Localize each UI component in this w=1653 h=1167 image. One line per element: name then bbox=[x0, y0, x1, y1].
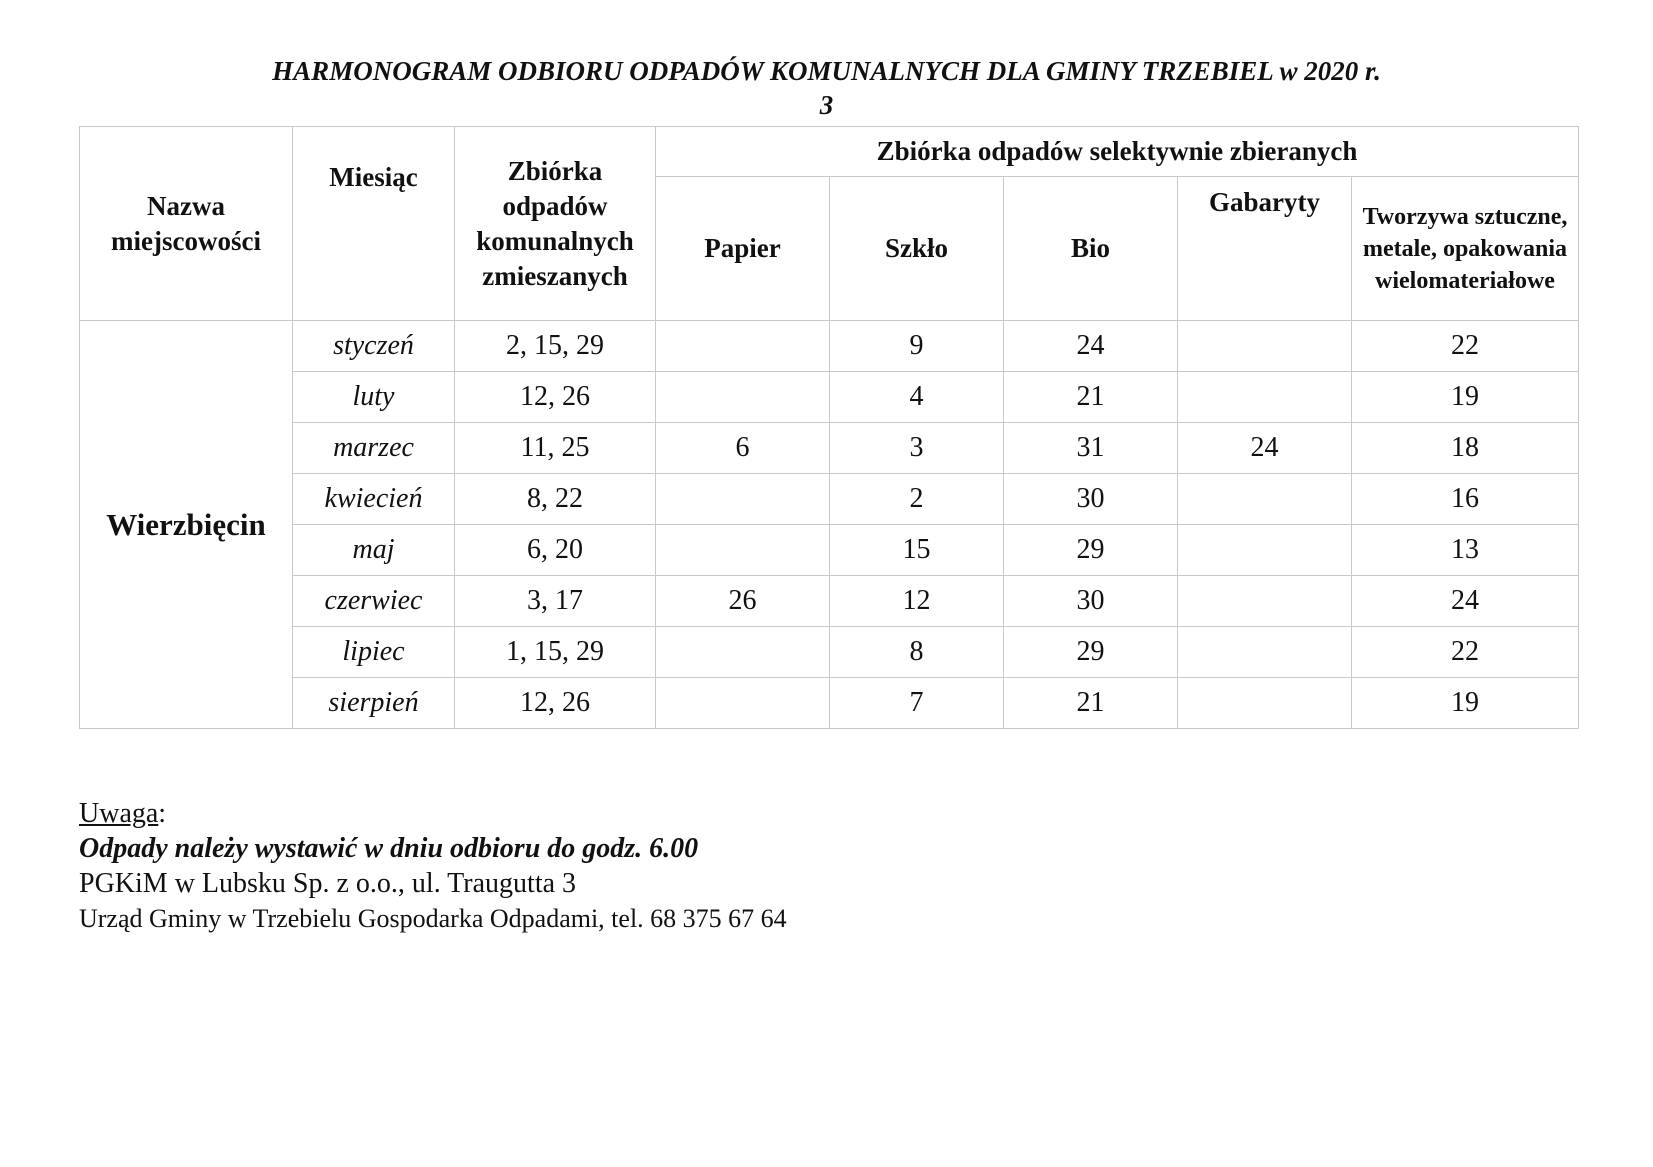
bio-cell: 21 bbox=[1004, 678, 1178, 729]
glass-cell: 4 bbox=[830, 372, 1004, 423]
plastics-cell: 19 bbox=[1352, 678, 1579, 729]
bulky-cell bbox=[1178, 321, 1352, 372]
header-place: Nazwa miejscowości bbox=[80, 127, 293, 321]
glass-cell: 15 bbox=[830, 525, 1004, 576]
month-cell: styczeń bbox=[293, 321, 455, 372]
mixed-cell: 3, 17 bbox=[455, 576, 656, 627]
table-row bbox=[80, 474, 1579, 525]
mixed-cell: 8, 22 bbox=[455, 474, 656, 525]
plastics-cell: 19 bbox=[1352, 372, 1579, 423]
paper-cell bbox=[656, 474, 830, 525]
bio-cell: 29 bbox=[1004, 627, 1178, 678]
header-paper: Papier bbox=[656, 177, 830, 321]
month-cell: czerwiec bbox=[293, 576, 455, 627]
month-cell: luty bbox=[293, 372, 455, 423]
bio-cell: 21 bbox=[1004, 372, 1178, 423]
month-cell: lipiec bbox=[293, 627, 455, 678]
header-plastics: Tworzywa sztuczne, metale, opakowania wielomateriałowe bbox=[1352, 177, 1579, 321]
plastics-cell: 22 bbox=[1352, 627, 1579, 678]
bulky-cell: 24 bbox=[1178, 423, 1352, 474]
bulky-cell bbox=[1178, 627, 1352, 678]
paper-cell bbox=[656, 525, 830, 576]
bio-cell: 29 bbox=[1004, 525, 1178, 576]
schedule-table bbox=[79, 126, 1579, 729]
bio-cell: 24 bbox=[1004, 321, 1178, 372]
month-cell: maj bbox=[293, 525, 455, 576]
header-bio: Bio bbox=[1004, 177, 1178, 321]
table-row bbox=[80, 678, 1579, 729]
title-line-2: 3 bbox=[819, 90, 834, 120]
paper-cell: 26 bbox=[656, 576, 830, 627]
bulky-cell bbox=[1178, 576, 1352, 627]
bulky-cell bbox=[1178, 372, 1352, 423]
table-row bbox=[80, 525, 1579, 576]
note-heading bbox=[79, 796, 787, 831]
mixed-cell: 11, 25 bbox=[455, 423, 656, 474]
plastics-cell: 22 bbox=[1352, 321, 1579, 372]
glass-cell: 7 bbox=[830, 678, 1004, 729]
header-bulky: Gabaryty bbox=[1178, 177, 1352, 321]
plastics-cell: 13 bbox=[1352, 525, 1579, 576]
bio-cell: 30 bbox=[1004, 576, 1178, 627]
bulky-cell bbox=[1178, 525, 1352, 576]
mixed-cell: 12, 26 bbox=[455, 678, 656, 729]
plastics-cell: 16 bbox=[1352, 474, 1579, 525]
glass-cell: 2 bbox=[830, 474, 1004, 525]
header-month: Miesiąc bbox=[293, 127, 455, 321]
month-cell: sierpień bbox=[293, 678, 455, 729]
mixed-cell: 1, 15, 29 bbox=[455, 627, 656, 678]
plastics-cell: 24 bbox=[1352, 576, 1579, 627]
note-label: Uwaga bbox=[79, 798, 159, 829]
mixed-cell: 2, 15, 29 bbox=[455, 321, 656, 372]
header-glass: Szkło bbox=[830, 177, 1004, 321]
document-title bbox=[0, 54, 1653, 122]
month-cell: kwiecień bbox=[293, 474, 455, 525]
plastics-cell: 18 bbox=[1352, 423, 1579, 474]
table-row bbox=[80, 423, 1579, 474]
bulky-cell bbox=[1178, 678, 1352, 729]
notes-section bbox=[79, 796, 787, 936]
header-mixed-waste: Zbiórka odpadów komunalnych zmieszanych bbox=[455, 127, 656, 321]
paper-cell bbox=[656, 678, 830, 729]
note-office: Urząd Gminy w Trzebielu Gospodarka Odpadami, tel. 68 375 67 64 bbox=[79, 904, 787, 933]
paper-cell bbox=[656, 321, 830, 372]
glass-cell: 3 bbox=[830, 423, 1004, 474]
table-row bbox=[80, 576, 1579, 627]
glass-cell: 9 bbox=[830, 321, 1004, 372]
place-name: Wierzbięcin bbox=[80, 321, 293, 729]
note-instruction: Odpady należy wystawić w dniu odbioru do godz. 6.00 bbox=[79, 833, 699, 864]
bio-cell: 30 bbox=[1004, 474, 1178, 525]
paper-cell: 6 bbox=[656, 423, 830, 474]
table-row bbox=[80, 627, 1579, 678]
table-row bbox=[80, 372, 1579, 423]
paper-cell bbox=[656, 372, 830, 423]
mixed-cell: 6, 20 bbox=[455, 525, 656, 576]
glass-cell: 12 bbox=[830, 576, 1004, 627]
bio-cell: 31 bbox=[1004, 423, 1178, 474]
table-row bbox=[80, 321, 1579, 372]
note-colon: : bbox=[158, 798, 167, 829]
bulky-cell bbox=[1178, 474, 1352, 525]
month-cell: marzec bbox=[293, 423, 455, 474]
glass-cell: 8 bbox=[830, 627, 1004, 678]
mixed-cell: 12, 26 bbox=[455, 372, 656, 423]
title-line-1: HARMONOGRAM ODBIORU ODPADÓW KOMUNALNYCH DLA GMINY TRZEBIEL w 2020 r. bbox=[272, 56, 1381, 86]
header-selective-waste: Zbiórka odpadów selektywnie zbieranych bbox=[656, 127, 1579, 177]
note-company: PGKiM w Lubsku Sp. z o.o., ul. Traugutta 3 bbox=[79, 868, 577, 899]
paper-cell bbox=[656, 627, 830, 678]
